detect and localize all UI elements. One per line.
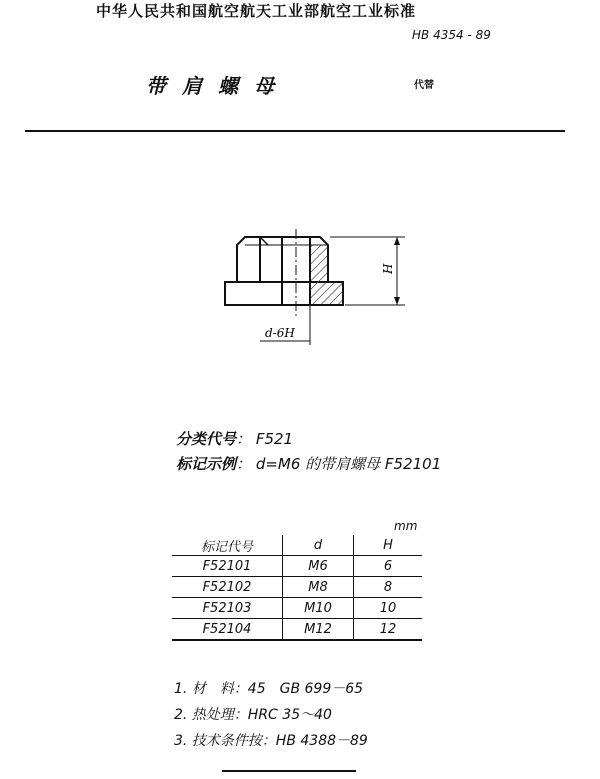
table-cell: F52103 (172, 598, 283, 619)
table-row (172, 577, 422, 598)
table-cell: 6 (354, 556, 423, 577)
organization-title: 中华人民共和国航空航天工业部航空工业标准 (96, 2, 417, 20)
table-cell: F52104 (172, 619, 283, 641)
marking-example-label: 标记示例 (176, 455, 237, 473)
classification-label: 分类代号 (176, 430, 237, 448)
unit-label: mm (394, 519, 418, 533)
table-cell: M12 (283, 619, 354, 641)
footer-rule (222, 770, 356, 772)
document-title: 带肩螺母 (146, 74, 290, 98)
column-header: H (354, 535, 423, 556)
table-row (172, 598, 422, 619)
note-material: 1. 材 料：45 GB 699－65 (174, 681, 364, 697)
table-cell: 10 (354, 598, 423, 619)
table-row (172, 556, 422, 577)
spec-table (172, 535, 422, 641)
table-cell: 12 (354, 619, 423, 641)
section-hatch (310, 245, 328, 282)
marking-example-value: d=M6 的带肩螺母 F52101 (255, 455, 442, 473)
table-header-row (172, 535, 422, 556)
column-header: 标记代号 (172, 535, 283, 556)
table-cell: M10 (283, 598, 354, 619)
header-divider (25, 130, 565, 132)
replaces-label: 代替 (414, 80, 434, 91)
height-label: H (381, 263, 395, 274)
note-heat-treatment: 2. 热处理：HRC 35～40 (174, 707, 332, 723)
table-row (172, 619, 422, 641)
column-header: d (283, 535, 354, 556)
note-technical-conditions: 3. 技术条件按：HB 4388－89 (174, 733, 368, 749)
thread-label: d-6H (265, 326, 295, 340)
classification-line: 分类代号： F521 (176, 430, 294, 448)
nut-drawing (205, 225, 415, 355)
table-cell: 8 (354, 577, 423, 598)
classification-value: F521 (255, 430, 294, 448)
standard-number: HB 4354 - 89 (412, 28, 491, 42)
table-cell: F52101 (172, 556, 283, 577)
table-cell: M6 (283, 556, 354, 577)
table-cell: M8 (283, 577, 354, 598)
table-cell: F52102 (172, 577, 283, 598)
marking-example-line: 标记示例： d=M6 的带肩螺母 F52101 (176, 455, 442, 473)
